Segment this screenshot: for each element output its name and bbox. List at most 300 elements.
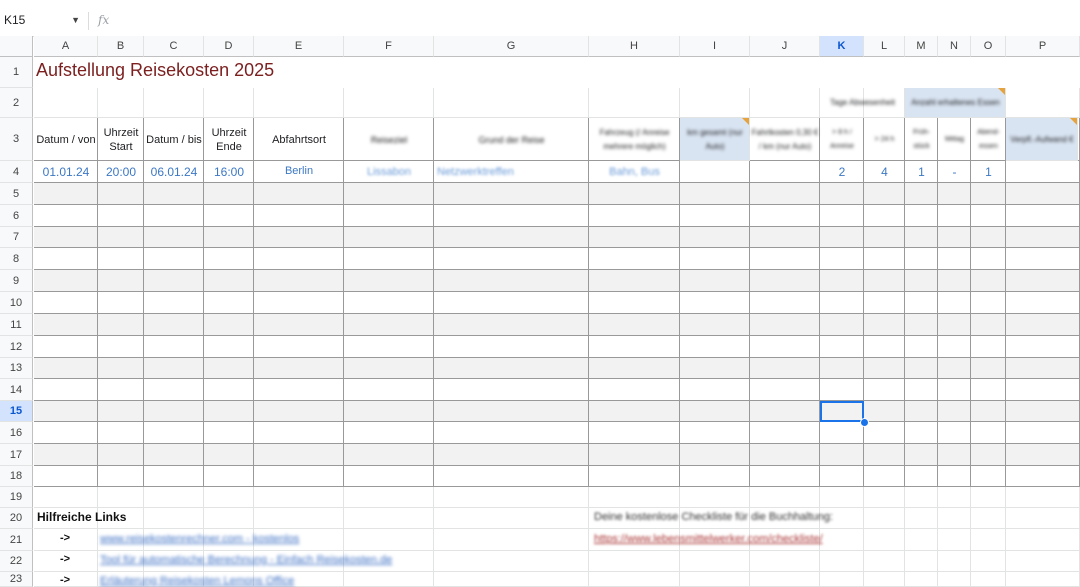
cell[interactable] [204,314,254,336]
cell[interactable] [938,401,971,422]
cell[interactable] [820,205,864,227]
cell[interactable] [144,422,204,444]
cell[interactable] [344,422,434,444]
cell[interactable] [434,422,589,444]
cell[interactable] [34,466,98,487]
cell[interactable] [204,270,254,292]
cell[interactable] [434,358,589,379]
cell[interactable] [820,487,864,508]
cell[interactable] [204,248,254,270]
cell[interactable] [204,88,254,118]
cell[interactable] [820,422,864,444]
cell[interactable] [434,466,589,487]
cell[interactable] [204,487,254,508]
row-header-19[interactable]: 19 [0,487,33,508]
cell[interactable] [820,379,864,401]
cell[interactable] [34,487,98,508]
cell[interactable] [820,336,864,358]
cell[interactable] [144,508,204,529]
checklist-link[interactable]: https://www.lebensmittelwerker.com/checkliste/ [594,533,823,545]
column-header-j[interactable]: J [750,36,820,57]
cell[interactable] [254,379,344,401]
cell[interactable] [864,572,905,587]
cell[interactable] [144,314,204,336]
cell[interactable] [1006,466,1080,487]
cell[interactable] [344,572,434,587]
row-header-12[interactable]: 12 [0,336,33,358]
value-vehicle[interactable]: Bahn, Bus [609,166,660,178]
cell[interactable] [98,183,144,205]
value-over-24h[interactable]: 4 [881,165,888,179]
cell[interactable] [254,444,344,466]
cell[interactable] [344,336,434,358]
cell[interactable] [938,314,971,336]
cell[interactable] [204,466,254,487]
cell[interactable] [938,466,971,487]
cell[interactable] [864,551,905,572]
cell[interactable] [344,508,434,529]
cell[interactable] [1006,358,1080,379]
cell[interactable] [98,248,144,270]
cell[interactable] [750,205,820,227]
cell[interactable] [820,466,864,487]
cell[interactable] [680,270,750,292]
cell[interactable] [589,88,680,118]
cell[interactable] [750,379,820,401]
cell[interactable] [589,183,680,205]
cell[interactable] [905,466,938,487]
cell[interactable] [750,161,820,183]
row-header-23[interactable]: 23 [0,572,33,587]
cell[interactable] [938,183,971,205]
cell[interactable] [254,270,344,292]
cell[interactable] [905,551,938,572]
cell[interactable] [680,466,750,487]
cell[interactable] [864,292,905,314]
row-header-2[interactable]: 2 [0,88,33,118]
value-breakfast[interactable]: 1 [918,165,925,179]
value-date-from[interactable]: 01.01.24 [42,165,90,179]
cell[interactable] [938,248,971,270]
cell[interactable] [144,444,204,466]
cell[interactable] [434,314,589,336]
cell[interactable] [34,205,98,227]
helpful-link[interactable]: Erläuterung Reisekosten Lemons Office [100,575,295,587]
cell[interactable] [204,379,254,401]
cell[interactable] [820,551,864,572]
cell[interactable] [254,292,344,314]
cell[interactable] [589,444,680,466]
column-header-e[interactable]: E [254,36,344,57]
cell[interactable] [905,183,938,205]
cell[interactable] [1006,508,1080,529]
cell[interactable] [971,422,1006,444]
column-header-n[interactable]: N [938,36,971,57]
cell[interactable] [144,88,204,118]
cell[interactable] [344,487,434,508]
value-destination[interactable]: Lissabon [366,166,412,178]
cell[interactable] [144,292,204,314]
cell[interactable] [434,487,589,508]
cell[interactable] [34,444,98,466]
cell[interactable] [144,270,204,292]
cell[interactable] [34,270,98,292]
row-header-16[interactable]: 16 [0,422,33,444]
column-header-h[interactable]: H [589,36,680,57]
helpful-link[interactable]: www.reisekostenrechner.com - kostenlos [100,533,300,545]
cell[interactable] [905,248,938,270]
cell[interactable] [680,401,750,422]
cell[interactable] [971,183,1006,205]
cell[interactable] [971,572,1006,587]
cell[interactable] [971,314,1006,336]
column-header-m[interactable]: M [905,36,938,57]
cell[interactable] [938,444,971,466]
cell[interactable] [680,161,750,183]
cell[interactable] [864,183,905,205]
cell[interactable] [864,422,905,444]
column-header-c[interactable]: C [144,36,204,57]
cell[interactable] [254,183,344,205]
cell[interactable] [98,358,144,379]
cell[interactable] [1006,379,1080,401]
cell[interactable] [971,270,1006,292]
value-over-8h[interactable]: 2 [838,165,846,179]
cell[interactable] [971,466,1006,487]
cell[interactable] [750,358,820,379]
cell[interactable] [820,248,864,270]
cell[interactable] [750,572,820,587]
select-all-corner[interactable] [0,36,33,57]
cell[interactable] [750,227,820,248]
cell[interactable] [344,205,434,227]
value-date-to[interactable]: 06.01.24 [150,165,198,179]
cell[interactable] [589,487,680,508]
value-departure[interactable]: Berlin [284,165,314,177]
cell[interactable] [254,422,344,444]
cell[interactable] [938,551,971,572]
cell[interactable] [680,336,750,358]
row-header-6[interactable]: 6 [0,205,33,227]
fill-handle[interactable] [860,418,869,427]
cell[interactable] [820,183,864,205]
cell[interactable] [938,572,971,587]
row-header-3[interactable]: 3 [0,118,33,161]
cell[interactable] [254,487,344,508]
cell[interactable] [589,358,680,379]
cell[interactable] [344,292,434,314]
cell[interactable] [750,422,820,444]
cell[interactable] [344,358,434,379]
cell[interactable] [864,466,905,487]
cell[interactable] [938,487,971,508]
cell[interactable] [434,401,589,422]
cell[interactable] [344,401,434,422]
cell[interactable] [144,466,204,487]
cell[interactable] [434,444,589,466]
cell[interactable] [971,487,1006,508]
cell[interactable] [938,205,971,227]
cell[interactable] [589,466,680,487]
cell[interactable] [680,88,750,118]
column-header-p[interactable]: P [1006,36,1080,57]
cell[interactable] [938,379,971,401]
cell[interactable] [344,88,434,118]
cell[interactable] [820,529,864,551]
cell[interactable] [750,248,820,270]
cell[interactable] [434,227,589,248]
cell[interactable] [34,422,98,444]
cell[interactable] [750,292,820,314]
cell[interactable] [98,466,144,487]
cell[interactable] [680,227,750,248]
cell[interactable] [144,401,204,422]
helpful-link[interactable]: Tool für automatische Berechnung - Einfach Reisekosten.de [100,554,393,566]
cell[interactable] [971,529,1006,551]
cell[interactable] [905,314,938,336]
cell[interactable] [1006,161,1080,183]
cell[interactable] [680,358,750,379]
cell[interactable] [98,379,144,401]
cell[interactable] [864,205,905,227]
row-header-8[interactable]: 8 [0,248,33,270]
cell[interactable] [1006,487,1080,508]
cell[interactable] [1006,270,1080,292]
cell[interactable] [344,314,434,336]
cell[interactable] [589,292,680,314]
cell[interactable] [750,336,820,358]
cell[interactable] [938,270,971,292]
cell[interactable] [434,336,589,358]
cell[interactable] [254,466,344,487]
cell[interactable] [750,487,820,508]
cell[interactable] [680,487,750,508]
cell[interactable] [750,551,820,572]
cell[interactable] [144,487,204,508]
cell[interactable] [344,529,434,551]
cell[interactable] [971,551,1006,572]
row-header-11[interactable]: 11 [0,314,33,336]
cell[interactable] [589,422,680,444]
cell[interactable] [820,444,864,466]
cell[interactable] [98,292,144,314]
cell[interactable] [905,292,938,314]
cell[interactable] [254,205,344,227]
cell[interactable] [864,444,905,466]
cell[interactable] [34,292,98,314]
cell[interactable] [144,183,204,205]
cell[interactable] [938,336,971,358]
dropdown-caret-icon[interactable]: ▼ [71,15,80,25]
cell[interactable] [344,466,434,487]
cell[interactable] [1006,205,1080,227]
cell[interactable] [344,248,434,270]
cell[interactable] [864,314,905,336]
cell[interactable] [204,401,254,422]
cell[interactable] [589,314,680,336]
cell[interactable] [971,508,1006,529]
cell[interactable] [589,401,680,422]
row-header-4[interactable]: 4 [0,161,33,183]
cell[interactable] [864,270,905,292]
value-dinner[interactable]: 1 [985,165,992,179]
cell[interactable] [938,422,971,444]
cell[interactable] [1006,401,1080,422]
cell[interactable] [680,205,750,227]
cell[interactable] [98,487,144,508]
cell[interactable] [820,227,864,248]
cell[interactable] [680,422,750,444]
cell[interactable] [254,88,344,118]
cell[interactable] [204,336,254,358]
cell[interactable] [204,227,254,248]
row-header-10[interactable]: 10 [0,292,33,314]
cell[interactable] [254,314,344,336]
row-header-22[interactable]: 22 [0,551,33,572]
selected-cell-k15[interactable] [820,401,864,422]
cell[interactable] [971,336,1006,358]
cell[interactable] [820,358,864,379]
row-header-13[interactable]: 13 [0,358,33,379]
cell[interactable] [434,88,589,118]
cell[interactable] [680,444,750,466]
row-header-21[interactable]: 21 [0,529,33,551]
cell[interactable] [434,529,589,551]
cell[interactable] [905,270,938,292]
row-header-7[interactable]: 7 [0,227,33,248]
cell[interactable] [971,401,1006,422]
cell[interactable] [938,227,971,248]
cell[interactable] [344,379,434,401]
cell[interactable] [589,270,680,292]
cell[interactable] [1006,336,1080,358]
cell[interactable] [1006,227,1080,248]
cell[interactable] [254,508,344,529]
cell[interactable] [34,358,98,379]
row-header-20[interactable]: 20 [0,508,33,529]
cell[interactable] [971,205,1006,227]
cell[interactable] [971,292,1006,314]
cell[interactable] [938,508,971,529]
cell[interactable] [1006,88,1080,118]
cell[interactable] [204,508,254,529]
column-header-b[interactable]: B [98,36,144,57]
cell[interactable] [680,379,750,401]
cell[interactable] [750,444,820,466]
cell[interactable] [254,401,344,422]
cell[interactable] [589,572,680,587]
cell[interactable] [98,227,144,248]
cell[interactable] [34,88,98,118]
cell[interactable] [34,379,98,401]
cell[interactable] [98,205,144,227]
cell[interactable] [144,248,204,270]
row-header-17[interactable]: 17 [0,444,33,466]
cell[interactable] [971,227,1006,248]
cell[interactable] [905,572,938,587]
row-header-14[interactable]: 14 [0,379,33,401]
cell[interactable] [98,336,144,358]
row-header-18[interactable]: 18 [0,466,33,487]
cell[interactable] [434,248,589,270]
cell[interactable] [820,292,864,314]
cell[interactable] [434,572,589,587]
cell[interactable] [905,487,938,508]
cell[interactable] [254,227,344,248]
cell[interactable] [750,270,820,292]
cell[interactable] [434,508,589,529]
cell[interactable] [750,314,820,336]
cell[interactable] [905,379,938,401]
cell[interactable] [1006,444,1080,466]
cell[interactable] [938,292,971,314]
cell[interactable] [434,292,589,314]
cell[interactable] [680,292,750,314]
cell[interactable] [905,227,938,248]
cell[interactable] [204,183,254,205]
cell[interactable] [905,529,938,551]
column-header-d[interactable]: D [204,36,254,57]
cell[interactable] [589,551,680,572]
cell[interactable] [1006,248,1080,270]
cell[interactable] [144,358,204,379]
cell[interactable] [864,336,905,358]
cell[interactable] [589,205,680,227]
cell[interactable] [820,314,864,336]
cell[interactable] [434,551,589,572]
cell[interactable] [98,88,144,118]
cell[interactable] [864,358,905,379]
cell[interactable] [971,444,1006,466]
cell[interactable] [34,183,98,205]
cell[interactable] [98,444,144,466]
cell[interactable] [905,401,938,422]
cell[interactable] [434,183,589,205]
cell[interactable] [864,529,905,551]
cell[interactable] [144,379,204,401]
cell[interactable] [344,444,434,466]
cell[interactable] [434,205,589,227]
cell[interactable] [971,358,1006,379]
cell[interactable] [254,336,344,358]
cell[interactable] [1006,314,1080,336]
cell[interactable] [34,227,98,248]
cell[interactable] [34,314,98,336]
cell[interactable] [204,422,254,444]
cell[interactable] [820,572,864,587]
cell[interactable] [204,358,254,379]
cell[interactable] [938,358,971,379]
cell[interactable] [589,379,680,401]
cell[interactable] [254,358,344,379]
row-header-9[interactable]: 9 [0,270,33,292]
value-reason[interactable]: Netzwerktreffen [437,166,514,178]
cell[interactable] [680,572,750,587]
cell[interactable] [589,227,680,248]
cell[interactable] [434,270,589,292]
cell[interactable] [905,508,938,529]
cell[interactable] [905,205,938,227]
cell[interactable] [971,379,1006,401]
column-header-o[interactable]: O [971,36,1006,57]
column-header-k[interactable]: K [820,36,864,57]
cell[interactable] [820,270,864,292]
cell[interactable] [34,336,98,358]
cell[interactable] [1006,183,1080,205]
value-time-end[interactable]: 16:00 [213,165,245,179]
cell[interactable] [750,88,820,118]
cell[interactable] [144,205,204,227]
